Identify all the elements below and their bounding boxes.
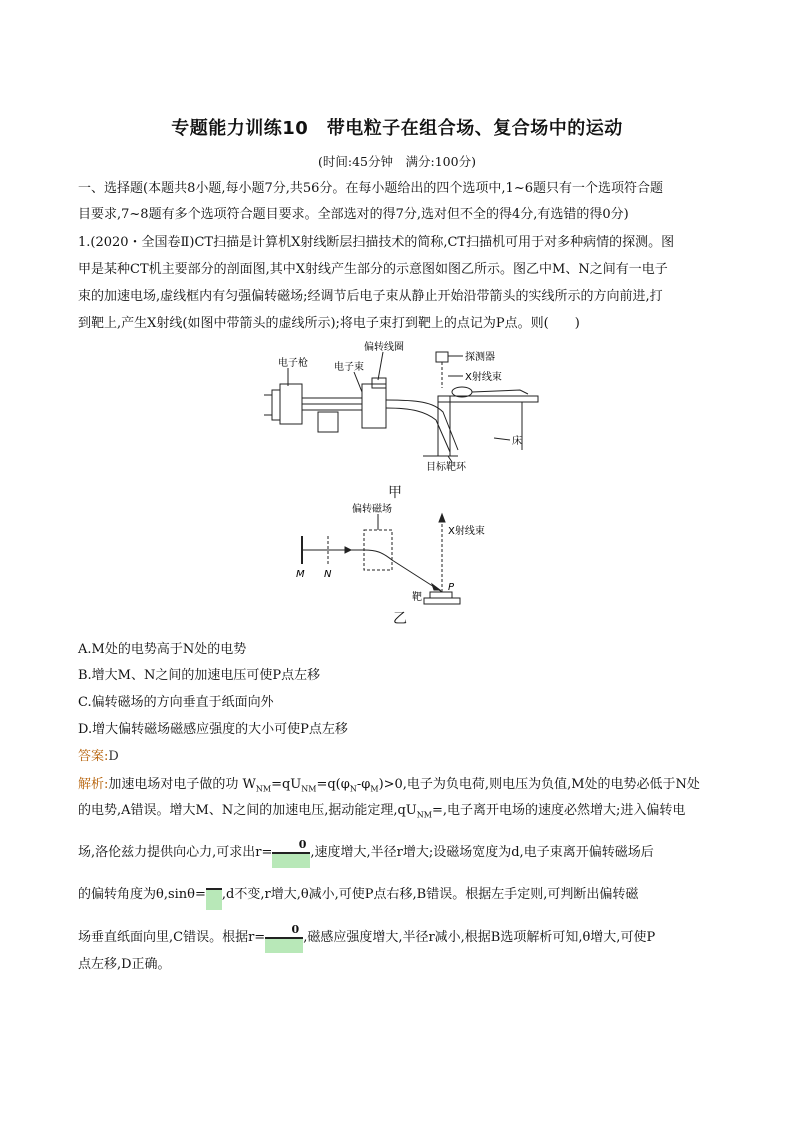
label-electron-beam: 电子束 xyxy=(334,362,364,373)
label-xray-beam-b: X射线束 xyxy=(448,526,485,537)
label-electron-gun: 电子枪 xyxy=(278,358,308,369)
electron-gun-body xyxy=(272,390,280,420)
electron-gun-housing xyxy=(280,384,302,424)
label-target-ring: 目标靶环 xyxy=(426,462,466,473)
answer-label: 答案: xyxy=(78,749,109,764)
beam-tube xyxy=(386,400,458,450)
explanation-line-3: 场,洛伦兹力提供向心力,可求出r= 0 ,速度增大,半径r增大;设磁场宽度为d,电子束离开偏转磁场后 xyxy=(78,841,654,868)
question-1-line-1: 1.(2020・全国卷Ⅱ)CT扫描是计算机X射线断层扫描技术的简称,CT扫描机可用于对多种病情的探测。图 xyxy=(78,235,675,250)
option-d: D.增大偏转磁场磁感应强度的大小可使P点左移 xyxy=(78,722,348,737)
page-title: 专题能力训练10 带电粒子在组合场、复合场中的运动 xyxy=(171,118,623,139)
electron-beam-schematic xyxy=(290,500,490,610)
formula-sin-theta xyxy=(206,888,222,910)
label-m: M xyxy=(296,569,305,580)
detector xyxy=(436,352,448,362)
label-p: P xyxy=(448,582,455,593)
explanation-line-2: 的电势,A错误。增大M、N之间的加速电压,据动能定理$,qU_{NM}=$,电子离开电场的速度必然增大;进入偏转电 xyxy=(78,803,686,820)
bed xyxy=(438,396,538,402)
explanation-line-4: 的偏转角度为θ,sinθ= ,d不变,r增大,θ减小,可使P点右移,B错误。根据左手定则,可判断出偏转磁 xyxy=(78,883,638,910)
formula-radius-2: 0 xyxy=(265,937,303,953)
label-target: 靶 xyxy=(412,592,422,603)
label-n: N xyxy=(324,569,332,580)
label-deflect-coil: 偏转线圈 xyxy=(364,342,404,353)
deflect-coil-box xyxy=(362,384,386,428)
answer-line xyxy=(78,745,119,764)
explanation-label: 解析: xyxy=(78,777,109,792)
explanation-line-1: 解析:加速电场对电子做的功 $W_{NM}=qU_{NM}=q(\varphi_N-\varphi_M)>0$,电子为负电荷,则电压为负值,M处的电势必低于N处 xyxy=(78,777,700,794)
figure-b-caption: 乙 xyxy=(393,611,407,627)
explanation-line-5: 场垂直纸面向里,C错误。根据r= 0 ,磁感应强度增大,半径r减小,根据B选项解析可知,θ增大,可使P xyxy=(78,926,655,953)
section-header-line-1: 一、选择题(本题共8小题,每小题7分,共56分。在每小题给出的四个选项中,1~6题只有一个选项符合题 xyxy=(78,181,663,196)
label-deflect-field: 偏转磁场 xyxy=(352,504,392,515)
section-header-line-2: 目要求,7~8题有多个选项符合题目要求。全部选对的得7分,选对但不全的得4分,有选错的得0分) xyxy=(78,207,629,222)
question-1-line-2: 甲是某种CT机主要部分的剖面图,其中X射线产生部分的示意图如图乙所示。图乙中M、N之间有一电子 xyxy=(78,262,668,277)
answer-value: D xyxy=(108,749,119,764)
label-detector: 探测器 xyxy=(465,352,495,363)
option-b: B.增大M、N之间的加速电压可使P点左移 xyxy=(78,668,321,683)
question-1-line-4: 到靶上,产生X射线(如图中带箭头的虚线所示);将电子束打到靶上的点记为P点。则( ) xyxy=(78,316,580,331)
ct-machine-figure xyxy=(258,340,558,480)
question-1-line-3: 束的加速电场,虚线框内有匀强偏转磁场;经调节后电子束从静止开始沿带箭头的实线所示的方向前进,打 xyxy=(78,289,663,304)
label-bed: 床 xyxy=(512,436,522,447)
figure-a-caption: 甲 xyxy=(388,485,402,501)
option-c: C.偏转磁场的方向垂直于纸面向外 xyxy=(78,695,274,710)
electron-path-curve xyxy=(364,550,442,592)
formula-radius-1: 0 xyxy=(272,852,310,868)
option-a: A.M处的电势高于N处的电势 xyxy=(78,642,247,657)
label-xray-beam: X射线束 xyxy=(465,372,502,383)
explanation-line-6: 点左移,D正确。 xyxy=(78,957,171,972)
time-score-info: (时间:45分钟 满分:100分) xyxy=(318,154,476,169)
